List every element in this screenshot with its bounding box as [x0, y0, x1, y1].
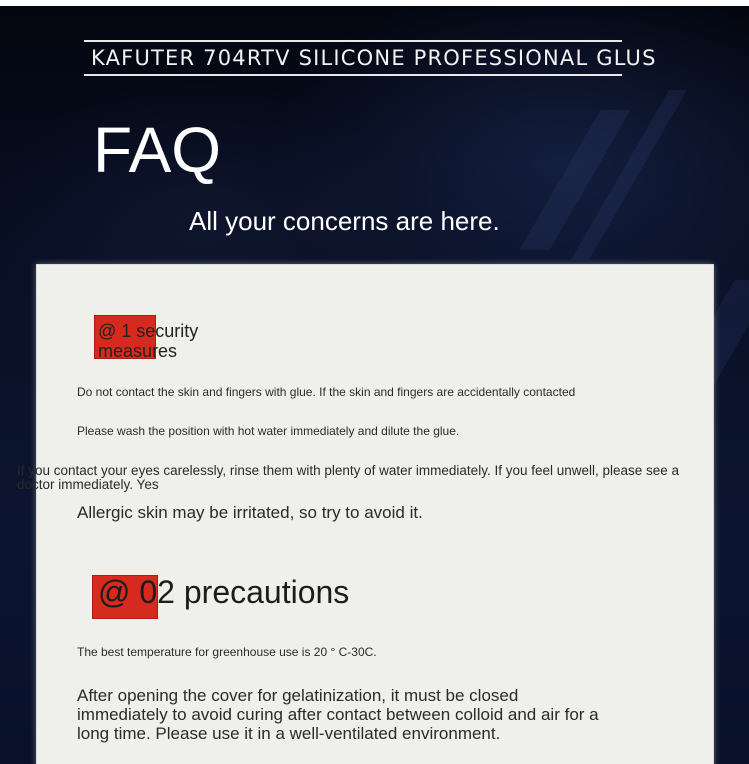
page-subtitle: All your concerns are here. [189, 206, 500, 236]
section2-text-line: After opening the cover for gelatinization, it must be closed immediately to avoid curing after contact between colloid and air for a long time. Please use it in a well-ventilated environment. [77, 686, 599, 743]
section1-text-line: If you contact your eyes carelessly, rinse them with plenty of water immediately. If you feel unwell, please see a doctor immediately. Yes [17, 463, 680, 492]
section1-text-line: Allergic skin may be irritated, so try to avoid it. [77, 503, 423, 522]
section-heading-security: @ 1 security measures [98, 321, 199, 361]
section-heading-precautions: @ 02 precautions [98, 574, 350, 610]
brand-banner-text: KAFUTER 704RTV SILICONE PROFESSIONAL GLUS [91, 46, 657, 70]
section2-text-line: The best temperature for greenhouse use is 20 ° C-30C. [77, 645, 377, 659]
section1-text-line: Please wash the position with hot water immediately and dilute the glue. [77, 424, 460, 438]
section1-text-line: Do not contact the skin and fingers with glue. If the skin and fingers are accidentally contacted [77, 385, 576, 399]
background-streak [520, 110, 631, 250]
top-border [0, 0, 749, 6]
page-title: FAQ [93, 114, 222, 186]
